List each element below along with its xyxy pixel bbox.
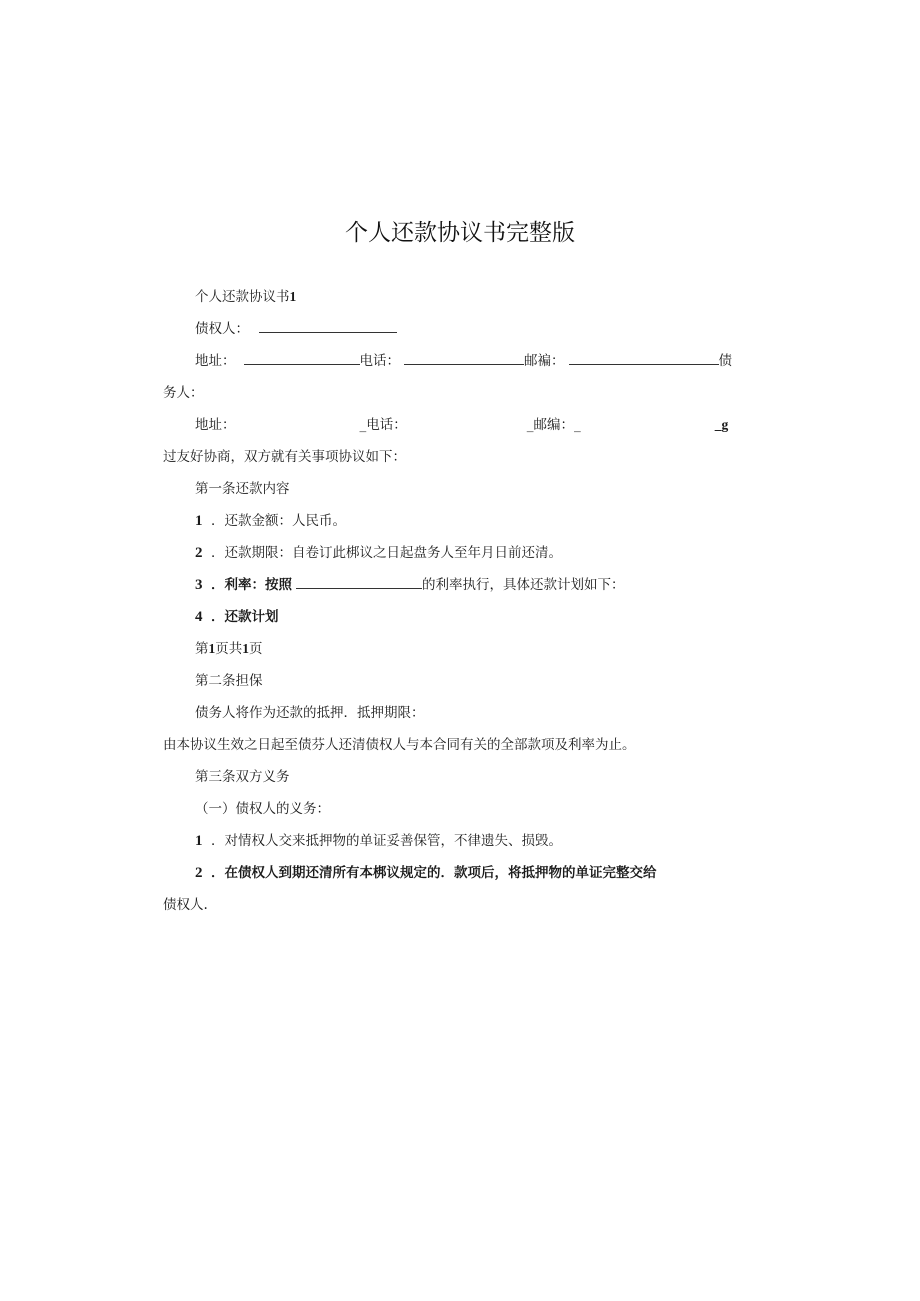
article3-item-1 — [195, 832, 562, 850]
item-text: ．还款期限：自卷订此梆议之日起盘务人至年月日前还清。 — [211, 545, 562, 561]
debtor-label: 务人： — [163, 385, 204, 401]
intro-text: 过友好协商，双方就有关事项协议如下： — [163, 449, 406, 465]
article1-item-1 — [195, 512, 346, 530]
article1-item-2 — [195, 544, 562, 562]
doc-number: 1 — [289, 289, 297, 304]
creditor-line — [195, 320, 397, 338]
doc-label-line — [195, 288, 296, 306]
page-footer — [195, 640, 263, 658]
page-footer-middle: 页共 — [215, 641, 243, 657]
article3-sub-heading: （一）债权人的义务： — [195, 801, 330, 817]
article3-item-2 — [195, 864, 657, 882]
article2-line2: 由本协议生效之日起至债芬人还清债权人与本合同有关的全部款项及利率为止。 — [163, 737, 636, 753]
debtor-address-label: 地址： — [195, 417, 236, 433]
page-footer-prefix: 第 — [195, 641, 209, 657]
article3-continuation: 债权人. — [163, 897, 208, 913]
debtor-contact-line — [195, 416, 728, 434]
debtor-label-line — [163, 384, 204, 402]
article2-heading: 第二条担保 — [195, 673, 263, 689]
item-text-after: 的利率执行，具体还款计划如下： — [422, 577, 625, 593]
page-total: 1 — [242, 641, 249, 656]
creditor-address-blank — [244, 352, 360, 365]
creditor-phone-blank — [404, 352, 524, 365]
debtor-postcode-label: _邮编：_ — [526, 417, 581, 433]
item-text: ．在债权人到期还清所有本梆议规定的．款项后，将抵押物的单证完整交给 — [211, 865, 657, 880]
item-number: 1 — [195, 513, 203, 529]
creditor-trailing: 债 — [718, 353, 732, 369]
item-number: 3 — [195, 577, 203, 593]
item-text: ．对情权人交来抵押物的单证妥善保管，不律遗失、损毁。 — [211, 833, 562, 849]
doc-label: 个人还款协议书 — [195, 289, 290, 305]
creditor-phone-label: 电话： — [359, 353, 400, 369]
creditor-label: 债权人： — [195, 321, 249, 337]
article1-heading: 第一条还款内容 — [195, 481, 290, 497]
item-number: 2 — [195, 865, 203, 881]
item-text: ．还款金额：人民币。 — [211, 513, 346, 529]
interest-rate-blank — [296, 576, 422, 589]
page-title: 个人还款协议书完整版 — [345, 220, 575, 246]
debtor-trailing: _g — [714, 417, 729, 432]
creditor-name-blank — [259, 320, 397, 333]
creditor-contact-line — [195, 352, 732, 370]
article2-line1: 债务人将作为还款的抵押．抵押期限： — [195, 705, 425, 721]
item-number: 4 — [195, 609, 203, 625]
item-text: ．还款计划 — [211, 609, 279, 624]
article1-item-3 — [195, 576, 625, 594]
page-number: 1 — [208, 641, 216, 656]
creditor-address-label: 地址： — [195, 353, 236, 369]
item-number: 1 — [195, 833, 203, 849]
creditor-postcode-blank — [569, 352, 719, 365]
article3-heading: 第三条双方义务 — [195, 769, 290, 785]
creditor-postcode-label: 邮褊： — [524, 353, 565, 369]
item-number: 2 — [195, 545, 203, 561]
page-footer-suffix: 页 — [249, 641, 263, 657]
article1-item-4 — [195, 608, 279, 626]
debtor-phone-label: _电话： — [359, 417, 407, 433]
item-text-before: ．利率：按照 — [211, 577, 292, 592]
